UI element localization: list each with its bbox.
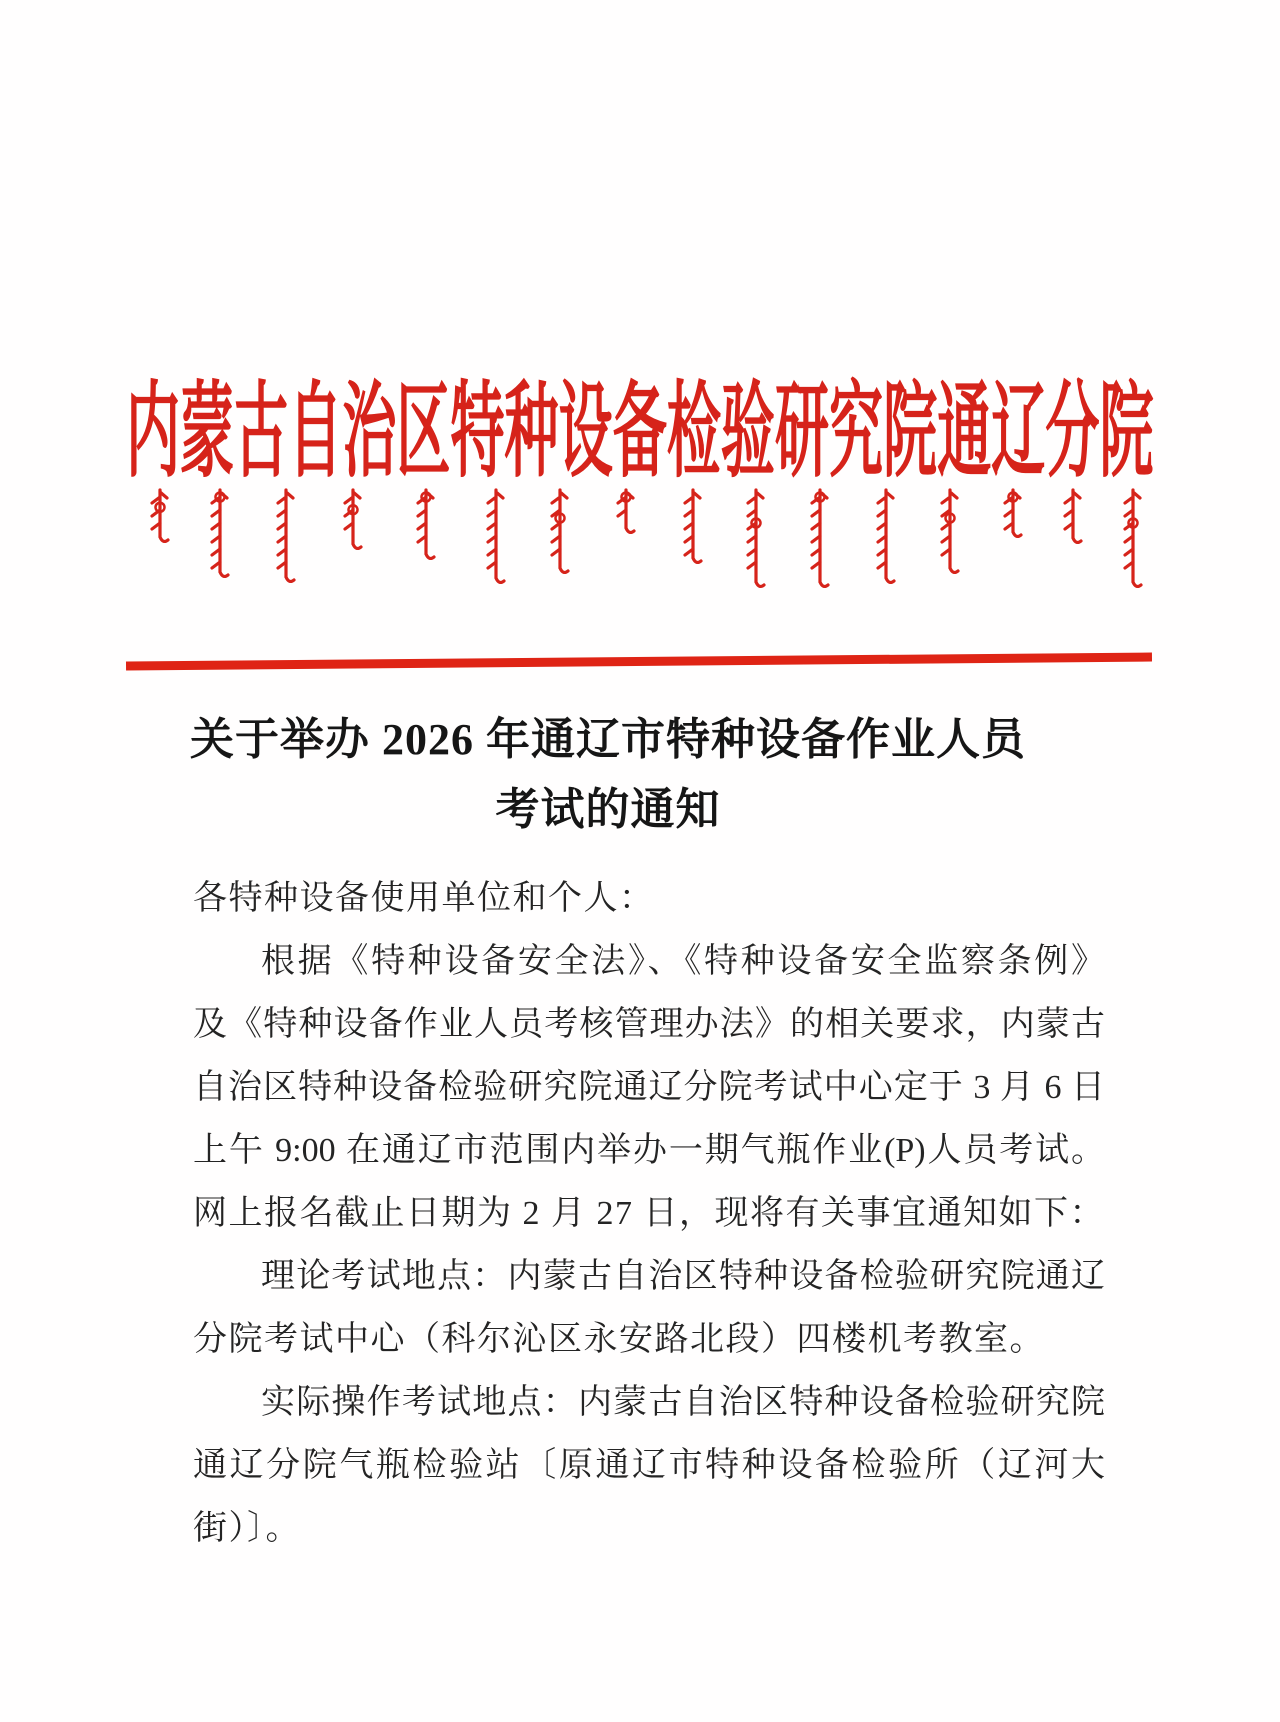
document-title (0, 705, 1280, 845)
mongolian-word-glyph (743, 488, 769, 594)
body-line: 网上报名截止日期为 2 月 27 日，现将有关事宜通知如下： (193, 1195, 1105, 1232)
mongolian-word-glyph (483, 488, 509, 590)
mongolian-word-glyph (1060, 488, 1086, 550)
mongolian-word-glyph (680, 488, 706, 570)
body-line: 理论考试地点：内蒙古自治区特种设备检验研究院通辽 (261, 1258, 1105, 1295)
mongolian-word-glyph (340, 488, 366, 556)
letterhead-org-name: 内蒙古自治区特种设备检验研究院通辽分院 (126, 374, 1154, 490)
body-line: 自治区特种设备检验研究院通辽分院考试中心定于 3 月 6 日 (193, 1069, 1105, 1106)
mongolian-word-glyph (1000, 488, 1026, 544)
mongolian-word-glyph (273, 488, 299, 589)
mongolian-script-row (0, 488, 1280, 596)
body-line: 根据《特种设备安全法》、《特种设备安全监察条例》 (261, 943, 1105, 980)
body-line: 通辽分院气瓶检验站〔原通辽市特种设备检验所（辽河大 (193, 1447, 1105, 1484)
mongolian-word-glyph (937, 488, 963, 580)
mongolian-word-glyph (413, 488, 439, 566)
mongolian-word-glyph (1120, 488, 1146, 594)
body-line: 分院考试中心（科尔沁区永安路北段）四楼机考教室。 (193, 1321, 1045, 1358)
body-line: 实际操作考试地点：内蒙古自治区特种设备检验研究院 (261, 1384, 1105, 1421)
body-line: 街）〕。 (193, 1510, 301, 1547)
mongolian-word-glyph (207, 488, 233, 584)
mongolian-word-glyph (147, 488, 173, 549)
red-divider-line (126, 653, 1152, 671)
document-body (193, 867, 1105, 1560)
mongolian-word-glyph (547, 488, 573, 580)
document-title-line2: 考试的通知 (495, 784, 721, 834)
document-title-line1: 关于举办 2026 年通辽市特种设备作业人员 (190, 714, 1026, 764)
mongolian-word-glyph (873, 488, 899, 590)
body-line: 及《特种设备作业人员考核管理办法》的相关要求，内蒙古 (193, 1006, 1105, 1043)
body-line: 各特种设备使用单位和个人： (193, 880, 655, 917)
mongolian-word-glyph (613, 488, 639, 540)
body-line: 上午 9:00 在通辽市范围内举办一期气瓶作业(P)人员考试。 (193, 1132, 1105, 1169)
mongolian-word-glyph (807, 488, 833, 594)
